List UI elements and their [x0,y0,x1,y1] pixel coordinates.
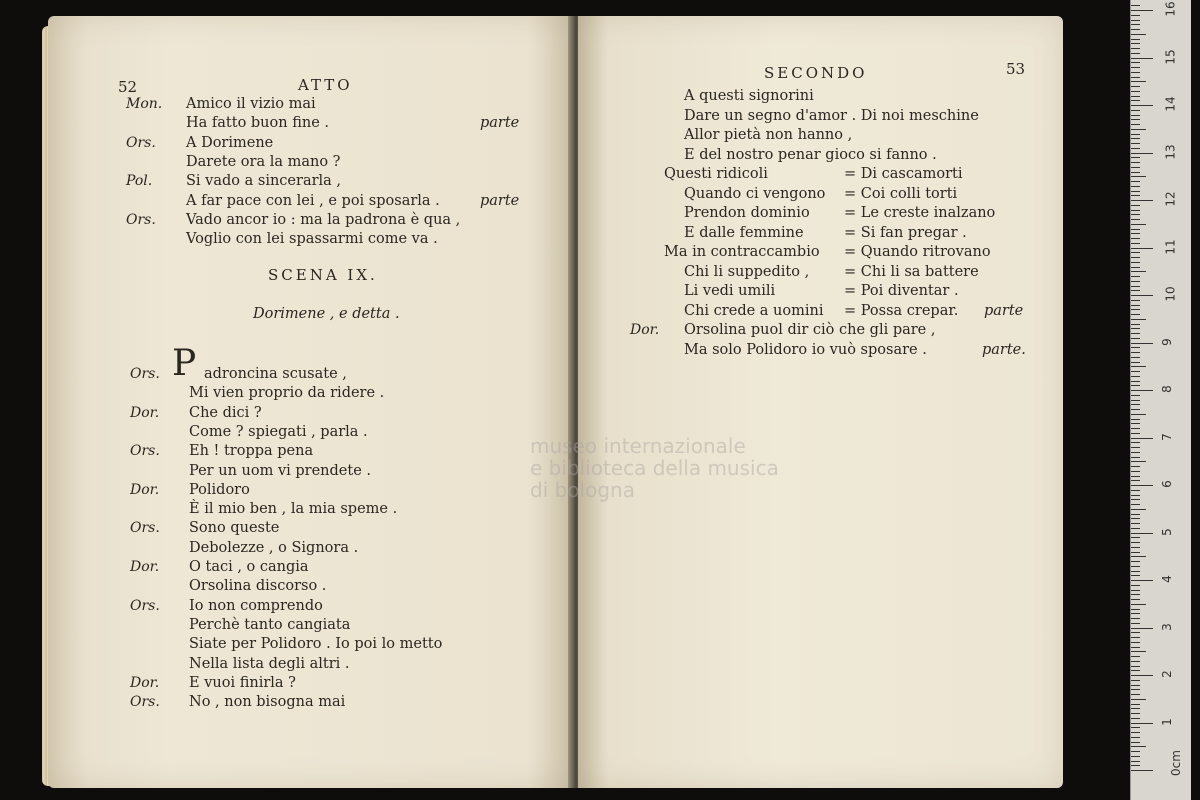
verse-line: A far pace con lei , e poi sposarla . [186,192,440,209]
ruler-tick [1131,566,1140,567]
ruler-tick [1131,271,1146,272]
ruler-number: 3 [1159,622,1174,631]
ruler-tick [1131,628,1153,629]
couplet-left: Quando ci vengono [684,185,826,202]
ruler-tick [1131,224,1146,225]
ruler-tick [1131,732,1140,733]
speaker-label: Ors. [130,443,160,460]
verse-line: Eh ! troppa pena [189,443,314,460]
ruler-number: 15 [1163,48,1178,65]
speaker-label: Ors. [130,694,160,711]
ruler-number: 8 [1159,385,1174,393]
ruler-tick [1131,210,1140,211]
verse-line: Ha fatto buon fine . [186,115,330,132]
ruler-tick [1131,542,1140,543]
ruler-tick [1131,371,1140,372]
ruler-tick [1131,153,1153,154]
ruler-tick [1131,58,1153,59]
verse-line: No , non bisogna mai [189,694,346,711]
ruler-tick [1131,718,1140,719]
ruler-tick [1131,556,1146,557]
ruler-tick [1131,233,1140,234]
ruler-tick [1131,362,1140,363]
ruler-tick [1131,267,1140,268]
ruler-number: 11 [1163,238,1178,255]
verse-line: Debolezze , o Signora . [189,539,359,556]
ruler-tick [1131,594,1140,595]
ruler-number: 12 [1163,191,1178,207]
verse-line: Nella lista degli altri . [189,655,350,672]
ruler-tick [1131,357,1140,358]
speaker-label: Dor. [130,404,160,421]
ruler-tick [1131,651,1146,652]
ruler-tick [1131,642,1140,643]
ruler-tick [1131,552,1140,553]
ruler-number: 5 [1159,527,1174,536]
couplet-left: Questi ridicoli [664,166,768,182]
ruler-tick [1131,5,1140,6]
ruler-tick [1131,746,1146,747]
ruler-tick [1131,509,1146,510]
ruler-tick [1131,115,1140,116]
verse-line: Si vado a sincerarla , [186,173,342,190]
ruler-tick [1131,214,1140,215]
ruler-tick [1131,376,1140,377]
ruler-tick [1131,129,1146,130]
ruler-tick [1131,100,1140,101]
ruler-number: 4 [1159,575,1174,583]
ruler-number: 16 [1163,1,1178,17]
speaker-label: Dor. [130,674,160,691]
ruler-number: 13 [1163,143,1178,160]
ruler-tick [1131,713,1140,714]
ruler-tick [1131,290,1140,291]
ruler-tick [1131,195,1140,196]
verse-line: È il mio ben , la mia speme . [189,501,398,518]
couplet-right: = Poi diventar . [844,283,959,299]
ruler-tick [1131,262,1140,263]
ruler-tick [1131,409,1140,410]
couplet-left: Prendon dominio [684,205,810,221]
ruler-tick [1131,528,1140,529]
verse-line: A Dorimene [186,134,274,151]
verse-line: Allor pietà non hanno , [684,127,853,143]
ruler-tick [1131,238,1140,239]
ruler-tick [1131,656,1140,657]
speaker-label: Ors. [130,366,160,382]
verse-line: E del nostro penar gioco si fanno . [684,146,937,163]
speaker-label: Ors. [130,520,160,537]
ruler-tick [1131,395,1140,396]
ruler-tick [1131,623,1140,624]
ruler-tick [1131,105,1153,106]
ruler-tick [1131,186,1140,187]
ruler-tick [1131,62,1140,63]
ruler-tick [1131,504,1140,505]
ruler-tick [1131,324,1140,325]
verse-line: Darete ora la mano ? [186,153,341,170]
couplet-right: = Coi colli torti [844,185,958,202]
speaker-label: Ors. [130,597,160,614]
ruler-tick [1131,286,1140,287]
running-head-right: SECONDO [764,64,868,82]
ruler-tick [1131,72,1140,73]
ruler-tick [1131,167,1140,168]
ruler-tick [1131,499,1140,500]
verse-line: Polidoro [189,481,250,498]
ruler-tick [1131,390,1153,391]
verse-line: E vuoi finirla ? [189,674,296,691]
ruler-tick [1131,447,1140,448]
ruler-tick [1131,400,1140,401]
couplet-right: = Chi li sa battere [844,263,979,280]
ruler-tick [1131,34,1146,35]
ruler-tick [1131,675,1153,676]
speaker-label: Dor. [630,322,660,338]
ruler-number: 9 [1159,337,1174,346]
ruler-number: 6 [1159,480,1174,488]
speaker-label: Pol. [126,173,153,190]
verse-line: Ma solo Polidoro io vuò sposare . [684,341,927,358]
ruler-tick [1131,309,1140,310]
ruler-tick [1131,561,1140,562]
stage-direction: parte [480,115,520,132]
verse-line: Sono queste [189,520,280,537]
ruler-tick [1131,756,1140,757]
speaker-label: Dor. [130,481,160,498]
page-number-left: 52 [118,78,138,96]
verse-line: Orsolina discorso . [189,578,327,595]
ruler-tick [1131,571,1140,572]
ruler-tick [1131,39,1140,40]
ruler-tick [1131,751,1140,752]
verse-line: adroncina scusate , [204,366,347,382]
verse-line: Voglio con lei spassarmi come va . [186,231,438,248]
watermark-line-2: e biblioteca della musica [530,456,779,480]
ruler-tick [1131,523,1140,524]
ruler-tick [1131,580,1153,581]
speaker-label: Dor. [130,559,160,575]
ruler-tick [1131,243,1140,244]
verse-line: Come ? spiegati , parla . [189,423,368,440]
ruler-tick [1131,347,1140,348]
ruler-tick [1131,632,1140,633]
stage-direction: parte [984,302,1024,319]
speaker-label: Ors. [126,134,156,151]
ruler-tick [1131,10,1153,11]
ruler-tick [1131,385,1140,386]
ruler-tick [1131,81,1146,82]
ruler-tick [1131,423,1140,424]
ruler-tick [1131,257,1140,258]
ruler-tick [1131,172,1140,173]
ruler-tick [1131,252,1140,253]
ruler-tick [1131,143,1140,144]
ruler-tick [1131,613,1140,614]
ruler-tick [1131,476,1140,477]
ruler-tick [1131,305,1140,306]
ruler-tick [1131,495,1140,496]
scene-title: SCENA IX. [268,266,378,284]
ruler-tick [1131,737,1140,738]
ruler-tick [1131,300,1140,301]
couplet-left: Chi li suppedito , [684,263,810,280]
ruler-tick [1131,229,1140,230]
verse-line: Mi vien proprio da ridere . [189,385,385,402]
ruler-tick [1131,96,1140,97]
ruler-tick [1131,338,1140,339]
ruler-tick [1131,124,1140,125]
verse-line: Perchè tanto cangiata [189,616,351,633]
ruler-number: 7 [1159,432,1174,441]
ruler-tick [1131,191,1140,192]
ruler-tick [1131,514,1140,515]
ruler-tick [1131,134,1140,135]
ruler-tick [1131,343,1153,344]
watermark-line-1: museo internazionale [530,434,746,458]
ruler-tick [1131,599,1140,600]
ruler-tick [1131,281,1140,282]
couplet-left: E dalle femmine [684,224,804,241]
ruler-tick [1131,404,1140,405]
ruler-tick [1131,480,1140,481]
couplet-left: Chi crede a uomini [684,302,824,319]
ruler-tick [1131,704,1140,705]
ruler-tick [1131,490,1140,491]
ruler-tick [1131,162,1140,163]
ruler-tick [1131,366,1146,367]
scene-characters: Dorimene , e detta . [253,306,400,322]
ruler-tick [1131,471,1140,472]
ruler-tick [1131,461,1146,462]
ruler-tick [1131,48,1140,49]
ruler-tick [1131,248,1153,249]
ruler-tick [1131,666,1140,667]
verse-line: Orsolina puol dir ciò che gli pare , [684,322,936,338]
ruler-tick [1131,547,1140,548]
ruler-tick [1131,15,1140,16]
ruler-tick [1131,24,1140,25]
ruler-tick [1131,176,1146,177]
ruler-tick [1131,200,1153,201]
verse-line: Io non comprendo [189,597,323,614]
ruler-tick [1131,680,1140,681]
ruler-tick [1131,770,1153,771]
ruler-tick [1131,533,1153,534]
ruler-tick [1131,328,1140,329]
ruler-number: 1 [1159,717,1174,726]
ruler-tick [1131,53,1140,54]
ruler-tick [1131,181,1140,182]
ruler-tick [1131,637,1140,638]
ruler-unit-label: 0cm [1168,750,1183,776]
ruler-tick [1131,77,1140,78]
couplet-left: Ma in contraccambio [664,244,820,260]
ruler-tick [1131,433,1140,434]
ruler-tick [1131,276,1140,277]
library-watermark [530,435,779,501]
ruler-tick [1131,575,1140,576]
ruler-tick [1131,585,1140,586]
ruler-tick [1131,537,1140,538]
left-page [48,16,572,788]
couplet-left: Li vedi umili [684,283,776,299]
verse-line: O taci , o cangia [189,559,309,575]
stage-direction: parte. [982,341,1026,358]
ruler-tick [1131,694,1140,695]
couplet-right: = Di cascamorti [844,166,963,182]
ruler-tick [1131,419,1140,420]
ruler-tick [1131,742,1140,743]
ruler-tick [1131,414,1146,415]
ruler-tick [1131,428,1140,429]
ruler-tick [1131,609,1140,610]
verse-line: Che dici ? [189,404,262,421]
ruler-tick [1131,442,1140,443]
verse-line: A questi signorini [684,88,814,104]
drop-cap: P [172,343,197,384]
right-page [578,16,1063,788]
ruler-tick [1131,466,1140,467]
ruler-tick [1131,685,1140,686]
ruler-tick [1131,67,1140,68]
running-head-left: ATTO [298,76,353,94]
verse-line: Vado ancor io : ma la padrona è qua , [186,211,461,228]
ruler-tick [1131,205,1140,206]
ruler-tick [1131,518,1140,519]
ruler-tick [1131,699,1146,700]
ruler-tick [1131,110,1140,111]
speaker-label: Mon. [126,96,163,112]
ruler-tick [1131,689,1140,690]
ruler-tick [1131,157,1140,158]
open-book [48,16,1063,788]
ruler-tick [1131,452,1140,453]
ruler-number: 2 [1159,670,1174,678]
couplet-right: = Possa crepar. [844,302,959,319]
ruler-tick [1131,618,1140,619]
couplet-right: = Quando ritrovano [844,244,991,260]
ruler-tick [1131,314,1140,315]
ruler-tick [1131,727,1140,728]
couplet-right: = Si fan pregar . [844,224,967,241]
ruler-number: 10 [1163,286,1178,302]
ruler-tick [1131,723,1153,724]
ruler-tick [1131,708,1140,709]
stage-direction: parte [480,192,520,209]
verse-line: Amico il vizio mai [186,96,316,112]
ruler-tick [1131,670,1140,671]
ruler-tick [1131,604,1146,605]
ruler-tick [1131,138,1140,139]
ruler-tick [1131,86,1140,87]
ruler-tick [1131,295,1153,296]
ruler-tick [1131,43,1140,44]
ruler-tick [1131,91,1140,92]
ruler-tick [1131,765,1140,766]
ruler-tick [1131,381,1140,382]
ruler-tick [1131,148,1140,149]
ruler-tick [1131,352,1140,353]
verse-line: Dare un segno d'amor . Di noi meschine [684,107,979,124]
ruler-tick [1131,485,1153,486]
ruler-tick [1131,661,1140,662]
verse-line: Per un uom vi prendete . [189,462,372,479]
ruler-tick [1131,438,1153,439]
ruler-tick [1131,333,1140,334]
ruler-tick [1131,219,1140,220]
watermark-line-3: di bologna [530,478,635,502]
measuring-ruler [1130,0,1191,800]
ruler-tick [1131,457,1140,458]
ruler-tick [1131,590,1140,591]
ruler-tick [1131,647,1140,648]
ruler-tick [1131,319,1146,320]
ruler-tick [1131,20,1140,21]
page-number-right: 53 [1006,60,1026,78]
ruler-number: 14 [1163,96,1178,112]
ruler-tick [1131,29,1140,30]
verse-line: Siate per Polidoro . Io poi lo metto [189,636,443,653]
ruler-tick [1131,761,1140,762]
ruler-tick [1131,119,1140,120]
speaker-label: Ors. [126,211,156,228]
couplet-right: = Le creste inalzano [844,205,996,221]
